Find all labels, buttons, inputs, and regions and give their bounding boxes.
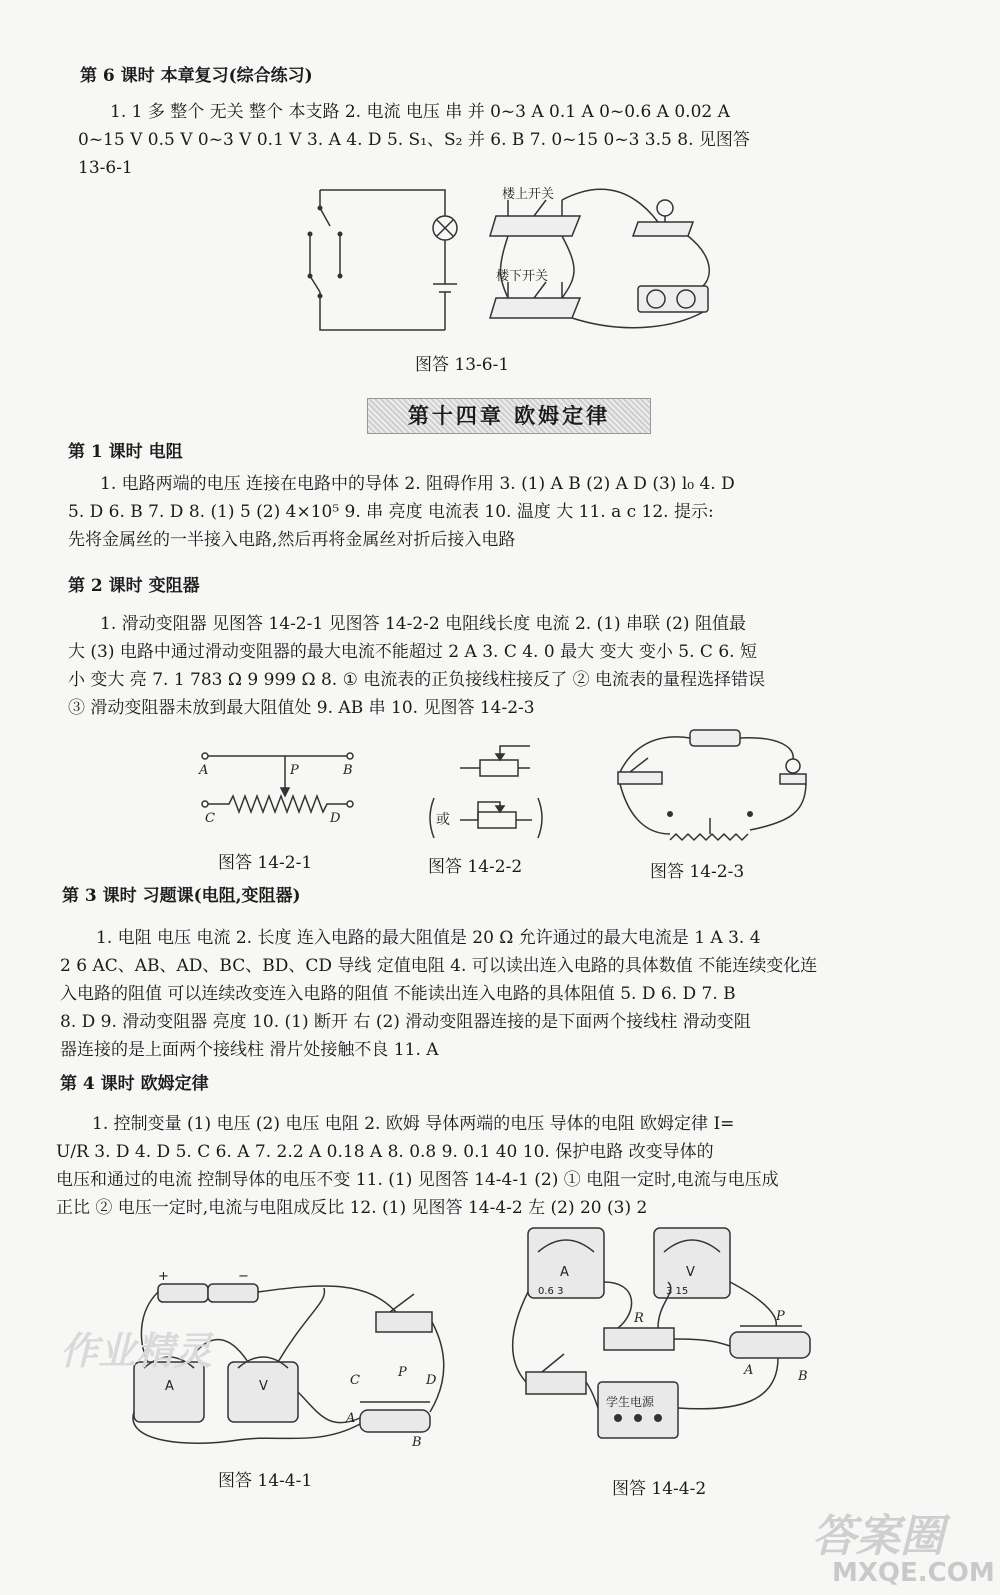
fig-13-6-1-schematic [300, 186, 470, 336]
watermark-url: MXQE.COM [832, 1558, 995, 1588]
lesson3-heading: 第 3 课时 习题课(电阻,变阻器) [62, 886, 301, 906]
battery-minus-label: − [238, 1272, 249, 1284]
lesson4-line-2: U/R 3. D 4. D 5. C 6. A 7. 2.2 A 0.18 A 8. 0.8 9. 0.1 40 10. 保护电路 改变导体的 [56, 1142, 714, 1162]
fig-13-6-1-caption: 图答 13-6-1 [415, 355, 510, 375]
lesson3-line-1: 1. 电阻 电压 电流 2. 长度 连入电路的最大阻值是 20 Ω 允许通过的最大电流是 1 A 3. 4 [96, 928, 761, 948]
lesson2-line-2: 大 (3) 电路中通过滑动变阻器的最大电流不能超过 2 A 3. C 4. 0 最大 变大 变小 5. C 6. 短 [68, 642, 757, 662]
lesson3-line-4: 8. D 9. 滑动变阻器 亮度 10. (1) 断开 右 (2) 滑动变阻器连接的是下面两个接线柱 滑动变阻 [60, 1012, 751, 1032]
slider-p2-label: P [776, 1309, 785, 1324]
chapter-title: 第十四章 欧姆定律 [367, 398, 651, 434]
lesson1-line-3: 先将金属丝的一半接入电路,然后再将金属丝对折后接入电路 [68, 530, 516, 550]
terminal-a2-label: A [744, 1363, 754, 1378]
lesson4-line-3: 电压和通过的电流 控制导体的电压不变 11. (1) 见图答 14-4-1 (2) ① 电阻一定时,电流与电压成 [56, 1170, 779, 1190]
lesson1-line-1: 1. 电路两端的电压 连接在电路中的导体 2. 阻碍作用 3. (1) A B (2) A D (3) l₀ 4. D [100, 474, 735, 494]
ammeter-label: A [560, 1265, 569, 1280]
battery-plus-label: + [158, 1272, 169, 1284]
rheostat-p-label: P [398, 1365, 407, 1380]
lesson1-line-2: 5. D 6. B 7. D 8. (1) 5 (2) 4×10⁵ 9. 串 亮度 电流表 10. 温度 大 11. a c 12. 提示: [68, 502, 714, 522]
power-supply-label: 学生电源 [606, 1395, 655, 1409]
voltmeter-label: V [686, 1265, 695, 1280]
voltmeter-v-label: V [259, 1379, 268, 1394]
fig-14-2-1-caption: 图答 14-2-1 [218, 853, 313, 873]
lesson6-line-1: 1. 1 多 整个 无关 整个 本支路 2. 电流 电压 串 并 0~3 A 0.1 A 0~0.6 A 0.02 A [110, 102, 730, 122]
lesson4-heading: 第 4 课时 欧姆定律 [60, 1074, 209, 1094]
lesson1-heading: 第 1 课时 电阻 [68, 442, 183, 462]
fig-14-4-2-circuit [508, 1222, 878, 1452]
ammeter-a-label: A [165, 1379, 174, 1394]
lesson2-heading: 第 2 课时 变阻器 [68, 576, 200, 596]
lesson6-line-3: 13-6-1 [78, 158, 133, 178]
terminal-b2-label: B [798, 1369, 808, 1384]
ammeter-scale: 0.6 3 [538, 1286, 564, 1297]
fig-14-2-3-circuit [610, 722, 810, 852]
lesson6-heading: 第 6 课时 本章复习(综合练习) [80, 66, 313, 86]
lesson3-line-3: 入电路的阻值 可以连续改变连入电路的阻值 不能读出连入电路的具体阻值 5. D 6. D 7. B [60, 984, 736, 1004]
downstairs-switch-label: 楼下开关 [496, 269, 549, 284]
lesson2-line-3: 小 变大 亮 7. 1 783 Ω 9 999 Ω 8. ① 电流表的正负接线柱接反了 ② 电流表的量程选择错误 [68, 670, 766, 690]
voltmeter-scale: 3 15 [666, 1286, 689, 1297]
watermark-left: 作业精灵 [60, 1328, 213, 1373]
upstairs-switch-label: 楼上开关 [502, 187, 555, 202]
rheostat-a-label: A [346, 1411, 356, 1426]
watermark-right: 答案圈 [812, 1511, 944, 1562]
resistor-r-label: R [634, 1311, 644, 1326]
fig-14-2-3-caption: 图答 14-2-3 [650, 862, 745, 882]
terminal-c-label: C [205, 811, 215, 826]
lesson4-line-1: 1. 控制变量 (1) 电压 (2) 电压 电阻 2. 欧姆 导体两端的电压 导体的电阻 欧姆定律 I= [92, 1114, 735, 1134]
terminal-d-label: D [330, 811, 341, 826]
terminal-a-label: A [199, 763, 209, 778]
lesson2-line-4: ③ 滑动变阻器未放到最大阻值处 9. AB 串 10. 见图答 14-2-3 [68, 698, 535, 718]
fig-14-4-1-caption: 图答 14-4-1 [218, 1471, 313, 1491]
terminal-b-label: B [343, 763, 353, 778]
rheostat-b-label: B [412, 1435, 422, 1450]
slider-p-label: P [290, 763, 299, 778]
rheostat-d-label: D [426, 1373, 437, 1388]
lesson2-line-1: 1. 滑动变阻器 见图答 14-2-1 见图答 14-2-2 电阻线长度 电流 2. (1) 串联 (2) 阻值最 [100, 614, 746, 634]
fig-14-2-2-symbols [420, 742, 550, 842]
rheostat-c-label: C [350, 1373, 360, 1388]
fig-14-2-2-caption: 图答 14-2-2 [428, 857, 523, 877]
fig-14-4-2-caption: 图答 14-4-2 [612, 1479, 707, 1499]
lesson4-line-4: 正比 ② 电压一定时,电流与电阻成反比 12. (1) 见图答 14-4-2 左 (2) 20 (3) 2 [56, 1198, 648, 1218]
fig-13-6-1-wiring [488, 186, 718, 346]
lesson3-line-5: 器连接的是上面两个接线柱 滑片处接触不良 11. A [60, 1040, 439, 1060]
lesson3-line-2: 2 6 AC、AB、AD、BC、BD、CD 导线 定值电阻 4. 可以读出连入电路的具体数值 不能连续变化连 [60, 956, 818, 976]
fig-14-2-1-rheostat [195, 742, 365, 832]
lesson6-line-2: 0~15 V 0.5 V 0~3 V 0.1 V 3. A 4. D 5. S₁、S₂ 并 6. B 7. 0~15 0~3 3.5 8. 见图答 [78, 130, 750, 150]
or-label: 或 [436, 812, 450, 828]
